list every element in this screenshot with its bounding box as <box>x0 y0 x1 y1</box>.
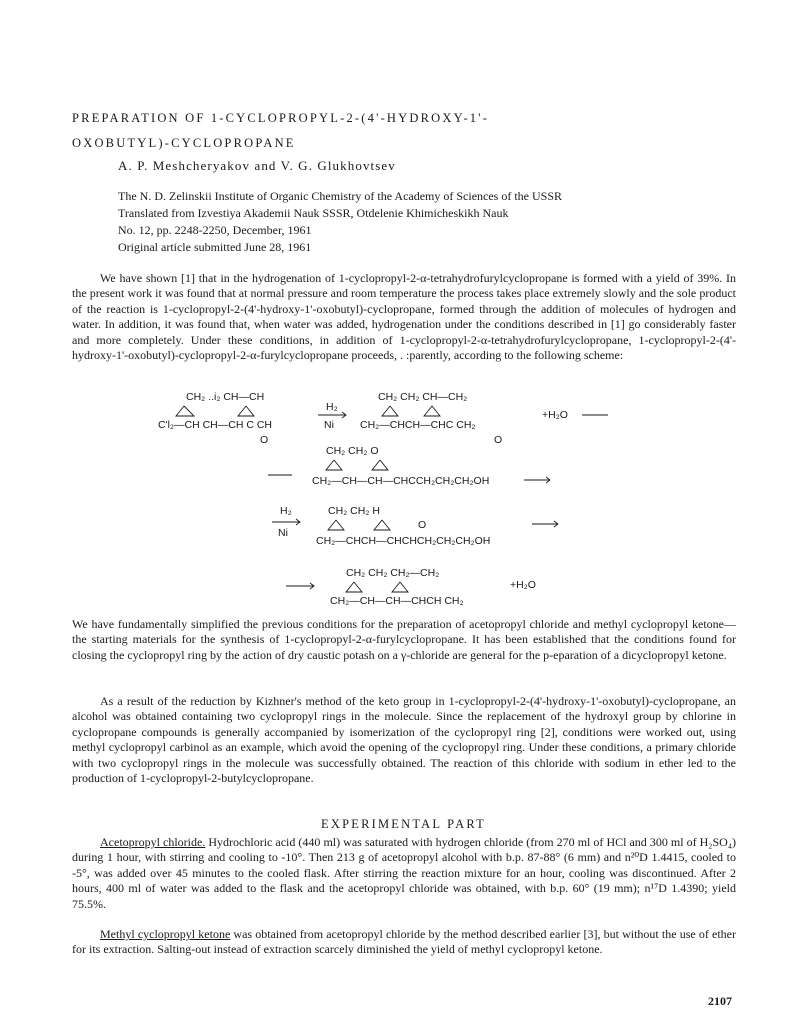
intro-paragraph <box>72 271 736 363</box>
cyclopropane-ring <box>374 520 390 530</box>
scheme-r2-top: CH₂ CH₂ O <box>326 445 379 457</box>
paragraph-3 <box>72 694 736 786</box>
reaction-scheme <box>150 388 710 610</box>
scheme-r1-right-top: CH₂ CH₂ CH—CH₂ <box>378 391 468 403</box>
scheme-r1-plus: +H₂O <box>542 409 568 421</box>
paragraph-3-text: As a result of the reduction by Kizhner's method of the keto group in 1-cyclopropyl-2-(4'-hydroxy-1'-oxobutyl)-cyclopropane, an alcohol was obtained containing two cyclopropyl rings in the molecule. Since the replacement of the hydroxyl group by chlorine in cyclopropane compounds is generally accompanied by isomerization of the cyclopropyl ring [2], conditions were worked out, using methyl cyclopropyl carbinol as an example, which avoid the opening of the cyclopropyl ring. Under these conditions, a primary chloride with two cyclopropyl rings in the molecule was successfully obtained. The reaction of this chloride with sodium in ether led to the production of 1-cyclopropyl-2-butylcyclopropane. <box>72 694 736 786</box>
translation-line: Translated from Izvestiya Akademii Nauk SSSR, Otdelenie Khimicheskikh Nauk <box>118 206 509 220</box>
submitted-line: Original article submitted June 28, 1961 <box>118 240 312 254</box>
scheme-r3-arrow-bot: Ni <box>278 527 288 539</box>
paragraph-2 <box>72 617 736 663</box>
cyclopropane-ring <box>372 460 388 470</box>
scheme-r3-mid: O <box>418 519 427 531</box>
experimental-heading: EXPERIMENTAL PART <box>321 817 486 831</box>
cyclopropane-ring <box>382 406 398 416</box>
scheme-o-1: O <box>260 434 269 446</box>
scheme-r1-arrow-bot: Ni <box>324 419 334 431</box>
scheme-r3-top: CH₂ CH₂ H <box>328 505 380 517</box>
methylketone-label: Methyl cyclopropyl ketone <box>100 927 231 941</box>
cyclopropane-ring <box>346 582 362 592</box>
scheme-r3-bot: CH₂—CHCH—CHCHCH₂CH₂CH₂OH <box>316 535 491 547</box>
cyclopropane-ring <box>176 406 194 416</box>
acetopropyl-label: Acetopropyl chloride. <box>100 835 206 849</box>
institute-line: The N. D. Zelinskii Institute of Organic Chemistry of the Academy of Sciences of the USSR <box>118 189 563 203</box>
paragraph-2-text: We have fundamentally simplified the previous conditions for the preparation of acetopropyl chloride and methyl cyclopropyl ketone—the starting materials for the synthesis of 1-cyclopropyl-2-α-furylcyclopropane. It has been established that the conditions found for closing the cyclopropyl ring by the action of dry caustic potash on a γ-chloride are general for the p-eparation of a dicyclopropyl ketone. <box>72 617 736 662</box>
methylketone-text: was obtained from acetopropyl chloride by the method described earlier [3], but without the use of ether for its extraction. Salting-out instead of extraction scarcely diminished the yield of methyl cyclopropyl ketone. <box>72 927 737 957</box>
acetopropyl-text: Hydrochloric acid (440 ml) was saturated with hydrogen chloride (from 270 ml of HCl and 300 ml of H₂SO₄) during 1 hour, with stirring and cooling to -10°. Then 213 g of acetopropyl alcohol with b.p. 87-88° (6 mm) and n²⁰D 1.4415, cooled to -5°, was added over 45 minutes to the cooled flask. After stirring the reaction mixture for an hour, cooling was discontinued. After 2 hours, 400 ml of water was added to the flask and the acetopropyl chloride was obtained, with b.p. 60° (19 mm); n¹⁷D 1.4390; yield 75.5%. <box>72 835 736 911</box>
cyclopropane-ring <box>392 582 408 592</box>
scheme-r1-left-top: CH₂ ..i₂ CH—CH <box>186 391 265 403</box>
scheme-r4-top: CH₂ CH₂ CH₂—CH₂ <box>346 567 440 579</box>
article-title-line1: PREPARATION OF 1-CYCLOPROPYL-2-(4'-HYDROXY-1'- <box>72 111 490 125</box>
scheme-o-2: O <box>494 434 503 446</box>
cyclopropane-ring <box>238 406 254 416</box>
cyclopropane-ring <box>424 406 440 416</box>
cyclopropane-ring <box>326 460 342 470</box>
methylketone-paragraph <box>72 927 736 958</box>
page-number: 2107 <box>708 994 732 1008</box>
authors: A. P. Meshcheryakov and V. G. Glukhovtsev <box>118 158 396 173</box>
scheme-r1-arrow-top: H₂ <box>326 401 338 413</box>
scheme-r4-plus: +H₂O <box>510 579 536 591</box>
article-title-line2: OXOBUTYL)-CYCLOPROPANE <box>72 136 296 150</box>
scheme-r1-left-bot: C'l₂—CH CH—CH C CH <box>158 419 272 431</box>
scheme-r2-bot: CH₂—CH—CH—CHCCH₂CH₂CH₂OH <box>312 475 490 487</box>
acetopropyl-paragraph <box>72 835 736 912</box>
intro-text: We have shown [1] that in the hydrogenation of 1-cyclopropyl-2-α-tetrahydrofurylcyclopropane is formed with a yield of 39%. In the present work it was found that at normal pressure and room temperature the process takes place extremely slowly and the sole product of the reaction is 1-cyclopropyl-2-(4'-hydroxy-1'-oxobutyl)-cyclopropane, formed through the addition of molecules of hydrogen and water. In addition, it was found that, when water was added, hydrogenation under the conditions described in [1] go considerably faster and more completely. Under these conditions, in addition of 1-cyclopropyl-2-α-tetrahydrofurylcyclopropane, 1-cyclopropyl-2-(4'-hydroxy-1'-oxobutyl)-cyclopropyl-2-α-furylcyclopropane proceeds, . :parently, according to the following scheme: <box>72 271 736 363</box>
cyclopropane-ring <box>328 520 344 530</box>
scheme-r3-arrow-top: H₂ <box>280 505 292 517</box>
scheme-r4-bot: CH₂—CH—CH—CHCH CH₂ <box>330 595 464 607</box>
scheme-r1-right-bot: CH₂—CHCH—CHC CH₂ <box>360 419 476 431</box>
issue-line: No. 12, pp. 2248-2250, December, 1961 <box>118 223 312 237</box>
